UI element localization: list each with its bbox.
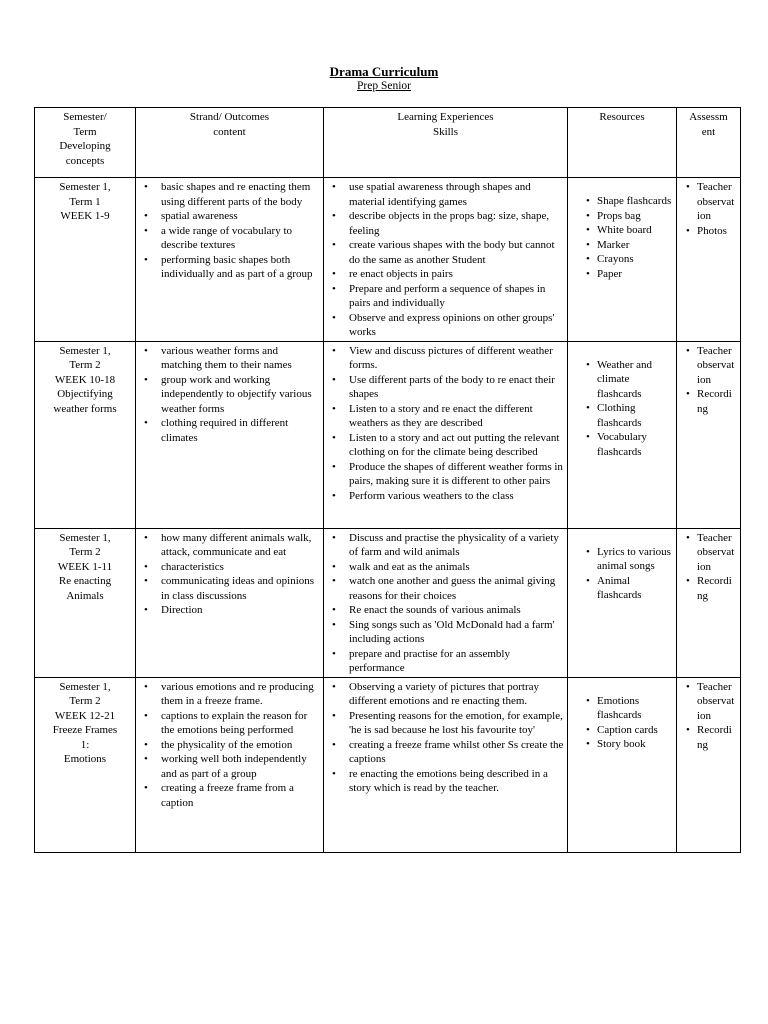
list-item: • Observing a variety of pictures that portray different emotions and re enacting them. xyxy=(327,680,564,709)
list-item: • Presenting reasons for the emotion, for example, 'he is sad because he lost his favourite toy' xyxy=(327,709,564,738)
list-item: • Paper xyxy=(571,267,673,282)
list-item: • Re enact the sounds of various animals xyxy=(327,603,564,618)
assessment-cell xyxy=(677,528,741,677)
list-item: • Observe and express opinions on other groups' works xyxy=(327,311,564,340)
list-item: • Clothing flashcards xyxy=(571,401,673,430)
list-item: • Teacher observation xyxy=(680,680,737,724)
assessment-cell xyxy=(677,677,741,852)
list-item: • Prepare and perform a sequence of shapes in pairs and individually xyxy=(327,282,564,311)
table-row xyxy=(35,528,741,677)
list-item: • performing basic shapes both individually and as part of a group xyxy=(139,253,320,282)
semester-cell: Semester 1, Term 1 WEEK 1-9 xyxy=(35,178,136,342)
list-item: • Marker xyxy=(571,238,673,253)
assessment-cell xyxy=(677,341,741,528)
list-item: • Vocabulary flashcards xyxy=(571,430,673,459)
header-semester: Semester/ Term Developing concepts xyxy=(35,108,136,178)
learning-cell xyxy=(324,528,568,677)
list-item: • creating a freeze frame from a caption xyxy=(139,781,320,810)
resources-cell xyxy=(568,677,677,852)
document-subtitle: Prep Senior xyxy=(357,80,411,92)
list-item: • spatial awareness xyxy=(139,209,320,224)
header-assessment: Assessm ent xyxy=(677,108,741,178)
learning-cell xyxy=(324,677,568,852)
list-item: • Use different parts of the body to re enact their shapes xyxy=(327,373,564,402)
list-item: • how many different animals walk, attack, communicate and eat xyxy=(139,531,320,560)
list-item: • Sing songs such as 'Old McDonald had a farm' including actions xyxy=(327,618,564,647)
table-row xyxy=(35,677,741,852)
list-item: • Direction xyxy=(139,603,320,618)
assessment-cell xyxy=(677,178,741,342)
curriculum-table xyxy=(34,107,741,853)
list-item: • basic shapes and re enacting them using different parts of the body xyxy=(139,180,320,209)
list-item: • watch one another and guess the animal giving reasons for their choices xyxy=(327,574,564,603)
header-learning: Learning Experiences Skills xyxy=(324,108,568,178)
list-item: • characteristics xyxy=(139,560,320,575)
list-item: • Weather and climate flashcards xyxy=(571,358,673,402)
list-item: • Photos xyxy=(680,224,737,239)
list-item: • group work and working independently to objectify various weather forms xyxy=(139,373,320,417)
resources-cell xyxy=(568,341,677,528)
table-header-row xyxy=(35,108,741,178)
list-item: • prepare and practise for an assembly performance xyxy=(327,647,564,676)
list-item: • Caption cards xyxy=(571,723,673,738)
list-item: • a wide range of vocabulary to describe textures xyxy=(139,224,320,253)
header-strand: Strand/ Outcomes content xyxy=(136,108,324,178)
list-item: • White board xyxy=(571,223,673,238)
list-item: • Props bag xyxy=(571,209,673,224)
semester-cell: Semester 1, Term 2 WEEK 10-18 Objectifying weather forms xyxy=(35,341,136,528)
list-item: • Listen to a story and act out putting the relevant clothing on for the climate being described xyxy=(327,431,564,460)
list-item: • creating a freeze frame whilst other Ss create the captions xyxy=(327,738,564,767)
resources-cell xyxy=(568,178,677,342)
list-item: • the physicality of the emotion xyxy=(139,738,320,753)
list-item: • various emotions and re producing them in a freeze frame. xyxy=(139,680,320,709)
list-item: • clothing required in different climates xyxy=(139,416,320,445)
list-item: • View and discuss pictures of different weather forms. xyxy=(327,344,564,373)
list-item: • Teacher observation xyxy=(680,531,737,575)
resources-cell xyxy=(568,528,677,677)
strand-cell xyxy=(136,341,324,528)
list-item: • Animal flashcards xyxy=(571,574,673,603)
learning-cell xyxy=(324,178,568,342)
strand-cell xyxy=(136,178,324,342)
learning-cell xyxy=(324,341,568,528)
strand-cell xyxy=(136,677,324,852)
list-item: • captions to explain the reason for the emotions being performed xyxy=(139,709,320,738)
list-item: • use spatial awareness through shapes and material identifying games xyxy=(327,180,564,209)
list-item: • Crayons xyxy=(571,252,673,267)
list-item: • re enact objects in pairs xyxy=(327,267,564,282)
strand-cell xyxy=(136,528,324,677)
document-title: Drama Curriculum xyxy=(329,64,439,79)
list-item: • Teacher observation xyxy=(680,344,737,388)
table-row xyxy=(35,341,741,528)
table-row xyxy=(35,178,741,342)
list-item: • Produce the shapes of different weather forms in pairs, making sure it is different to other pairs xyxy=(327,460,564,489)
list-item: • communicating ideas and opinions in class discussions xyxy=(139,574,320,603)
list-item: • Listen to a story and re enact the different weathers as they are described xyxy=(327,402,564,431)
list-item: • Recording xyxy=(680,574,737,603)
list-item: • Emotions flashcards xyxy=(571,694,673,723)
list-item: • Discuss and practise the physicality of a variety of farm and wild animals xyxy=(327,531,564,560)
list-item: • walk and eat as the animals xyxy=(327,560,564,575)
list-item: • Perform various weathers to the class xyxy=(327,489,564,504)
list-item: • create various shapes with the body but cannot do the same as another Student xyxy=(327,238,564,267)
list-item: • Shape flashcards xyxy=(571,194,673,209)
list-item: • Recording xyxy=(680,723,737,752)
list-item: • Teacher observation xyxy=(680,180,737,224)
list-item: • various weather forms and matching them to their names xyxy=(139,344,320,373)
header-resources: Resources xyxy=(568,108,677,178)
list-item: • Recording xyxy=(680,387,737,416)
list-item: • Story book xyxy=(571,737,673,752)
list-item: • re enacting the emotions being described in a story which is read by the teacher. xyxy=(327,767,564,796)
semester-cell: Semester 1, Term 2 WEEK 12-21 Freeze Frames 1: Emotions xyxy=(35,677,136,852)
semester-cell: Semester 1, Term 2 WEEK 1-11 Re enacting Animals xyxy=(35,528,136,677)
list-item: • describe objects in the props bag: size, shape, feeling xyxy=(327,209,564,238)
list-item: • Lyrics to various animal songs xyxy=(571,545,673,574)
list-item: • working well both independently and as part of a group xyxy=(139,752,320,781)
